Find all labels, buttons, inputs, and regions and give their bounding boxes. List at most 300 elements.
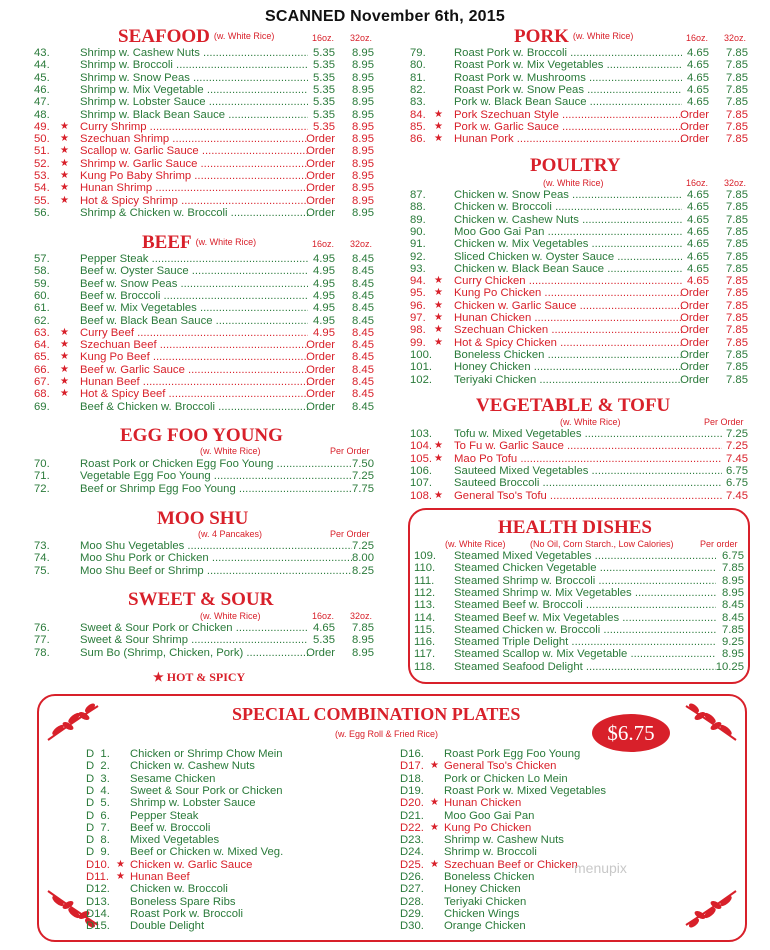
item-number: 109. <box>414 550 436 562</box>
item-number: 56. <box>34 206 50 219</box>
item-name: Shrimp w. Garlic Sauce ..... <box>80 158 308 170</box>
combo-code: D 9. <box>86 846 110 859</box>
item-number: 93. <box>410 262 426 275</box>
section-title-pork <box>514 26 633 48</box>
item-price-small: 5.35 <box>313 71 335 84</box>
spicy-star-icon: ★ <box>60 194 69 206</box>
combo-name: Mixed Vegetables <box>130 834 220 847</box>
spicy-star-icon: ★ <box>430 797 439 809</box>
menu-item-row <box>410 84 748 96</box>
item-name: Kung Po Baby Shrimp ..... <box>80 170 308 182</box>
poultry-col-32oz: 32oz. <box>724 178 747 188</box>
item-number: 64. <box>34 339 50 352</box>
item-price-small: Order <box>306 157 335 170</box>
item-price-large: 8.95 <box>352 83 374 96</box>
item-name: Chicken w. Mix Vegetables ..... <box>454 238 682 250</box>
item-price-large: 8.95 <box>352 157 374 170</box>
menu-item-row <box>410 109 748 121</box>
item-name: Mao Po Tofu ..... <box>454 453 722 465</box>
menu-item-row <box>34 376 374 388</box>
item-price-large: 7.85 <box>726 225 748 238</box>
item-price-small: Order <box>306 351 335 364</box>
item-price-small: Order <box>306 145 335 158</box>
item-name: Shrimp w. Black Bean Sauce ..... <box>80 109 308 121</box>
item-price-large: 6.75 <box>726 477 748 490</box>
item-price-small: 4.65 <box>687 238 709 251</box>
item-price-large: 7.85 <box>726 47 748 59</box>
sweetsour-col-32oz: 32oz. <box>350 611 373 621</box>
item-name: Chicken w. Garlic Sauce ..... <box>454 300 682 312</box>
item-price-small: 4.65 <box>687 71 709 84</box>
item-name: Beef w. Broccoli ..... <box>80 290 308 302</box>
combo-name: Szechuan Beef or Chicken <box>444 858 578 871</box>
menu-item-row <box>34 195 374 207</box>
vegtofu-note: (w. White Rice) <box>560 417 621 427</box>
combo-name: Roast Pork w. Broccoli <box>130 907 244 920</box>
item-number: 106. <box>410 464 432 477</box>
item-price-small: 4.65 <box>687 213 709 226</box>
item-name: General Tso's Tofu ..... <box>454 490 722 502</box>
item-name: Steamed Beef w. Mix Vegetables ..... <box>454 612 716 624</box>
item-name: Shrimp w. Mix Vegetable ..... <box>80 84 308 96</box>
sweetsour-col-16oz: 16oz. <box>312 611 335 621</box>
item-price-small: 4.65 <box>687 275 709 288</box>
menu-item-row <box>410 251 748 263</box>
combo-code: D 4. <box>86 784 110 797</box>
menu-item-row <box>410 263 748 275</box>
item-price-large: 7.25 <box>352 540 374 552</box>
combo-name: Sesame Chicken <box>130 772 216 785</box>
item-name: Sauteed Mixed Vegetables ..... <box>454 465 722 477</box>
menu-item-row <box>34 622 374 634</box>
item-name: Beef or Shrimp Egg Foo Young ..... <box>80 483 352 495</box>
menu-item-row <box>34 351 374 363</box>
item-name: Shrimp w. Lobster Sauce ..... <box>80 96 308 108</box>
item-price-large: 7.85 <box>726 96 748 109</box>
item-name: Chicken w. Cashew Nuts ..... <box>454 214 682 226</box>
combo-code: D 3. <box>86 772 110 785</box>
menu-item-row <box>34 84 374 96</box>
watermark-text: menupix <box>574 860 627 876</box>
combo-name: General Tso's Chicken <box>444 760 557 773</box>
vegtofu-col-per-order: Per Order <box>704 417 744 427</box>
menu-item-row <box>414 599 744 611</box>
item-number: 49. <box>34 120 50 133</box>
item-number: 76. <box>34 622 50 634</box>
menu-item-row <box>34 290 374 302</box>
item-price-large: 7.25 <box>352 470 374 483</box>
menu-item-row <box>414 636 744 648</box>
item-price-large: 7.85 <box>726 336 748 349</box>
item-price-large: 8.95 <box>352 120 374 133</box>
item-price-large: 8.45 <box>352 265 374 278</box>
floral-ornament-icon <box>680 700 740 746</box>
spicy-star-icon: ★ <box>60 133 69 145</box>
combo-code: D 1. <box>86 748 110 760</box>
item-number: 90. <box>410 225 426 238</box>
item-number: 72. <box>34 482 50 495</box>
item-number: 105. <box>410 452 432 465</box>
item-number: 87. <box>410 189 426 201</box>
item-name: Steamed Beef w. Broccoli ..... <box>454 599 716 611</box>
item-number: 94. <box>410 275 426 288</box>
item-price-large: 8.95 <box>352 96 374 109</box>
combo-name: Boneless Spare Ribs <box>130 895 236 908</box>
item-price-large: 7.50 <box>352 458 374 470</box>
eggfoo-note: (w. White Rice) <box>200 446 261 456</box>
item-price-large: 8.95 <box>352 170 374 182</box>
item-price-large: 10.25 <box>715 660 744 673</box>
item-number: 75. <box>34 564 50 577</box>
item-price-large: 8.00 <box>352 552 374 565</box>
combo-code: D 2. <box>86 760 110 773</box>
item-price-large: 8.45 <box>352 388 374 401</box>
combo-price-seal: $6.75 <box>592 714 670 752</box>
section-title-beef <box>142 232 256 254</box>
menu-item-row <box>410 428 748 440</box>
menu-item-row <box>34 327 374 339</box>
item-name: Pork w. Black Bean Sauce ..... <box>454 96 682 108</box>
combo-name: Hunan Beef <box>130 871 190 883</box>
combo-code: D29. <box>400 907 424 920</box>
item-price-large: 8.45 <box>352 289 374 302</box>
sweetsour-note: (w. White Rice) <box>200 611 261 621</box>
item-number: 92. <box>410 250 426 263</box>
item-price-small: 5.35 <box>313 634 335 647</box>
item-number: 50. <box>34 133 50 146</box>
item-name: Boneless Chicken ..... <box>454 349 682 361</box>
item-price-small: 5.35 <box>313 47 335 59</box>
item-name: Szechuan Beef ..... <box>80 339 308 351</box>
item-price-small: 4.65 <box>313 622 335 634</box>
item-price-large: 8.45 <box>352 253 374 265</box>
item-price-large: 7.25 <box>726 440 748 453</box>
item-number: 100. <box>410 348 432 361</box>
menu-item-row <box>34 207 374 219</box>
item-number: 73. <box>34 540 50 552</box>
combo-name: Kung Po Chicken <box>444 821 532 834</box>
seafood-note: (w. White Rice) <box>213 31 275 41</box>
seafood-col-32oz: 32oz. <box>350 33 373 43</box>
menu-item-row <box>34 278 374 290</box>
menu-item-row <box>34 47 374 59</box>
menu-item-row <box>34 339 374 351</box>
hot-spicy-legend: ★ HOT & SPICY <box>153 670 246 684</box>
item-price-small: 4.65 <box>687 47 709 59</box>
combo-name: Shrimp w. Cashew Nuts <box>444 834 564 847</box>
menu-item-row <box>34 145 374 157</box>
menu-item-row <box>34 315 374 327</box>
item-price-small: 4.95 <box>313 265 335 278</box>
item-number: 107. <box>410 477 432 490</box>
item-price-large: 8.95 <box>352 133 374 146</box>
item-price-large: 7.85 <box>726 348 748 361</box>
menu-item-row <box>410 324 748 336</box>
item-price-small: Order <box>306 182 335 195</box>
combo-name: Chicken Wings <box>444 907 520 920</box>
menu-item-row <box>34 182 374 194</box>
menu-item-row <box>410 72 748 84</box>
menu-item-row <box>410 374 748 386</box>
menu-item-row <box>410 59 748 71</box>
item-price-large: 7.85 <box>726 250 748 263</box>
item-price-large: 9.25 <box>722 636 744 649</box>
combo-name: Hunan Chicken <box>444 797 522 810</box>
combo-code: D28. <box>400 895 424 908</box>
item-price-large: 8.95 <box>352 108 374 121</box>
item-price-large: 7.85 <box>726 287 748 300</box>
item-price-large: 8.45 <box>352 339 374 352</box>
menu-item-row <box>34 253 374 265</box>
item-price-large: 8.95 <box>352 634 374 647</box>
item-name: Hot & Spicy Shrimp ..... <box>80 195 308 207</box>
item-name: Steamed Mixed Vegetables ..... <box>454 550 716 562</box>
section-title-health-dishes: HEALTH DISHES <box>498 517 653 538</box>
item-name: Beef w. Oyster Sauce ..... <box>80 265 308 277</box>
item-price-large: 7.85 <box>726 324 748 337</box>
item-name: Steamed Shrimp w. Broccoli ..... <box>454 575 716 587</box>
item-price-large: 7.85 <box>726 299 748 312</box>
menu-item-row <box>34 388 374 400</box>
item-price-small: 4.95 <box>313 277 335 290</box>
item-number: 102. <box>410 373 432 386</box>
combo-name: Pepper Steak <box>130 809 199 822</box>
section-title-combination-plates: SPECIAL COMBINATION PLATES <box>232 704 521 724</box>
item-price-small: Order <box>680 312 709 324</box>
item-price-large: 7.85 <box>726 189 748 201</box>
item-name: Roast Pork w. Broccoli ..... <box>454 47 682 59</box>
combo-code: D19. <box>400 784 424 797</box>
item-number: 78. <box>34 646 50 659</box>
item-price-small: 5.35 <box>313 59 335 72</box>
item-price-small: 4.65 <box>687 189 709 201</box>
combo-name: Roast Pork Egg Foo Young <box>444 748 581 760</box>
combo-name: Honey Chicken <box>444 883 521 896</box>
item-number: 101. <box>410 361 432 374</box>
item-number: 61. <box>34 302 50 315</box>
item-name: Shrimp w. Broccoli ..... <box>80 59 308 71</box>
item-price-small: Order <box>680 348 709 361</box>
combo-note: (w. Egg Roll & Fried Rice) <box>335 729 439 739</box>
menu-item-row <box>414 587 744 599</box>
item-number: 44. <box>34 59 50 72</box>
item-name: Moo Goo Gai Pan ..... <box>454 226 682 238</box>
menu-item-row <box>34 483 374 495</box>
combo-code: D27. <box>400 883 424 896</box>
combo-name: Roast Pork w. Mixed Vegetables <box>444 784 607 797</box>
pork-title-text: PORK <box>514 26 569 47</box>
item-price-large: 7.85 <box>726 262 748 275</box>
item-name: Beef w. Snow Peas ..... <box>80 278 308 290</box>
item-name: Beef w. Black Bean Sauce ..... <box>80 315 308 327</box>
spicy-star-icon: ★ <box>60 170 69 181</box>
combo-name: Beef w. Broccoli <box>130 821 211 834</box>
menu-item-row <box>410 201 748 213</box>
menu-item-row <box>410 361 748 373</box>
item-name: Scallop w. Garlic Sauce ..... <box>80 145 308 157</box>
section-title-moo-shu: MOO SHU <box>157 508 249 529</box>
item-name: Sliced Chicken w. Oyster Sauce ..... <box>454 251 682 263</box>
menu-item-row <box>410 275 748 287</box>
mooshu-col-per-order: Per Order <box>330 529 370 539</box>
item-name: Roast Pork w. Mix Vegetables ..... <box>454 59 682 71</box>
item-number: 53. <box>34 170 50 182</box>
item-number: 74. <box>34 552 50 565</box>
item-name: Sum Bo (Shrimp, Chicken, Pork) ..... <box>80 647 308 659</box>
combo-code: D26. <box>400 871 424 883</box>
menu-item-row <box>410 300 748 312</box>
menu-item-row <box>414 648 744 660</box>
item-name: Shrimp w. Cashew Nuts ..... <box>80 47 308 59</box>
item-price-large: 7.85 <box>726 373 748 386</box>
item-name: Curry Chicken ..... <box>454 275 682 287</box>
item-price-small: 4.65 <box>687 83 709 96</box>
item-number: 91. <box>410 238 426 251</box>
item-price-large: 7.85 <box>726 238 748 251</box>
combo-name: Orange Chicken <box>444 920 526 933</box>
combo-name: Sweet & Sour Pork or Chicken <box>130 784 283 797</box>
item-price-small: Order <box>680 287 709 300</box>
combo-code: D 8. <box>86 834 110 847</box>
item-number: 113. <box>414 599 436 612</box>
menu-item-row <box>34 59 374 71</box>
section-title-poultry: POULTRY <box>530 155 621 176</box>
item-name: Pepper Steak ..... <box>80 253 308 265</box>
item-number: 58. <box>34 265 50 278</box>
item-name: Tofu w. Mixed Vegetables ..... <box>454 428 722 440</box>
item-name: Beef & Chicken w. Broccoli ..... <box>80 401 308 413</box>
item-price-small: 4.65 <box>687 59 709 72</box>
spicy-star-icon: ★ <box>434 133 443 145</box>
item-name: Roast Pork w. Mushrooms ..... <box>454 72 682 84</box>
item-number: 89. <box>410 213 426 226</box>
item-price-small: Order <box>306 388 335 401</box>
spicy-star-icon: ★ <box>60 120 69 132</box>
spicy-star-icon: ★ <box>60 351 69 363</box>
item-name: To Fu w. Garlic Sauce ..... <box>454 440 722 452</box>
item-price-large: 8.45 <box>722 599 744 612</box>
scan-date-header: SCANNED November 6th, 2015 <box>265 8 505 25</box>
item-price-small: 5.35 <box>313 96 335 109</box>
combo-code: D17. <box>400 760 424 773</box>
item-number: 57. <box>34 253 50 265</box>
item-price-small: 4.65 <box>687 225 709 238</box>
combo-name: Beef or Chicken w. Mixed Veg. <box>130 846 284 859</box>
item-price-large: 7.85 <box>726 59 748 72</box>
pork-col-32oz: 32oz. <box>724 33 747 43</box>
item-price-large: 8.25 <box>352 564 374 577</box>
item-name: Vegetable Egg Foo Young ..... <box>80 470 352 482</box>
item-price-small: 5.35 <box>313 120 335 133</box>
combo-code: D14. <box>86 907 110 920</box>
spicy-star-icon: ★ <box>116 871 125 882</box>
spicy-star-icon: ★ <box>434 336 443 348</box>
combo-code: D23. <box>400 834 424 847</box>
section-title-vegetable-tofu: VEGETABLE & TOFU <box>476 395 671 416</box>
item-price-small: Order <box>306 170 335 182</box>
item-number: 116. <box>414 636 436 649</box>
item-name: Pork w. Garlic Sauce ..... <box>454 121 682 133</box>
menu-item-row <box>34 265 374 277</box>
combo-code: D16. <box>400 748 424 760</box>
item-price-large: 7.85 <box>726 201 748 214</box>
item-price-small: Order <box>680 336 709 349</box>
item-number: 83. <box>410 96 426 109</box>
item-number: 80. <box>410 59 426 72</box>
combo-name: Shrimp w. Broccoli <box>444 846 537 859</box>
menu-item-row <box>410 477 748 489</box>
item-name: Moo Shu Beef or Shrimp ..... <box>80 565 352 577</box>
menu-item-row <box>34 401 374 413</box>
spicy-star-icon: ★ <box>434 275 443 287</box>
item-price-large: 8.95 <box>722 648 744 661</box>
item-price-large: 6.75 <box>726 464 748 477</box>
poultry-col-16oz: 16oz. <box>686 178 709 188</box>
item-number: 66. <box>34 363 50 376</box>
item-price-small: 5.35 <box>313 108 335 121</box>
item-price-small: Order <box>306 400 335 413</box>
item-price-small: 4.65 <box>687 262 709 275</box>
combo-name: Chicken w. Garlic Sauce <box>130 858 253 871</box>
item-price-small: 4.95 <box>313 253 335 265</box>
item-number: 114. <box>414 611 436 624</box>
mooshu-note: (w. 4 Pancakes) <box>198 529 263 539</box>
menu-item-row <box>414 550 744 562</box>
item-number: 95. <box>410 287 426 300</box>
seafood-title-text: SEAFOOD <box>118 26 210 47</box>
item-number: 117. <box>414 648 436 661</box>
item-number: 82. <box>410 83 426 96</box>
section-title-seafood <box>118 26 274 48</box>
item-number: 63. <box>34 326 50 339</box>
item-price-small: Order <box>680 133 709 146</box>
item-number: 88. <box>410 201 426 214</box>
item-number: 79. <box>410 47 426 59</box>
item-name: Curry Shrimp ..... <box>80 121 308 133</box>
item-price-small: Order <box>680 361 709 374</box>
item-price-large: 8.45 <box>352 314 374 327</box>
item-price-large: 8.45 <box>352 326 374 339</box>
item-number: 51. <box>34 145 50 158</box>
combo-code: D11. <box>86 871 110 883</box>
combo-code: D24. <box>400 846 424 859</box>
item-number: 54. <box>34 182 50 195</box>
item-name: Curry Beef ..... <box>80 327 308 339</box>
item-price-small: Order <box>306 376 335 388</box>
item-name: Steamed Seafood Delight ..... <box>454 661 716 673</box>
item-price-small: Order <box>680 324 709 337</box>
spicy-star-icon: ★ <box>60 376 69 387</box>
menu-item-row <box>414 661 744 673</box>
menu-item-row <box>34 170 374 182</box>
combo-code: D18. <box>400 772 424 785</box>
spicy-star-icon: ★ <box>430 858 439 870</box>
menu-item-row <box>34 72 374 84</box>
item-price-small: Order <box>306 206 335 219</box>
beef-col-16oz: 16oz. <box>312 239 335 249</box>
item-price-small: Order <box>680 373 709 386</box>
item-name: Steamed Triple Delight ..... <box>454 636 716 648</box>
item-name: Chicken w. Broccoli ..... <box>454 201 682 213</box>
combo-code: D21. <box>400 809 424 822</box>
combo-name: Boneless Chicken <box>444 871 535 883</box>
item-number: 52. <box>34 157 50 170</box>
beef-title-text: BEEF <box>142 232 192 253</box>
item-price-large: 7.85 <box>726 275 748 288</box>
item-name: Kung Po Chicken ..... <box>454 287 682 299</box>
spicy-star-icon: ★ <box>434 452 443 464</box>
item-name: Beef w. Garlic Sauce ..... <box>80 364 308 376</box>
